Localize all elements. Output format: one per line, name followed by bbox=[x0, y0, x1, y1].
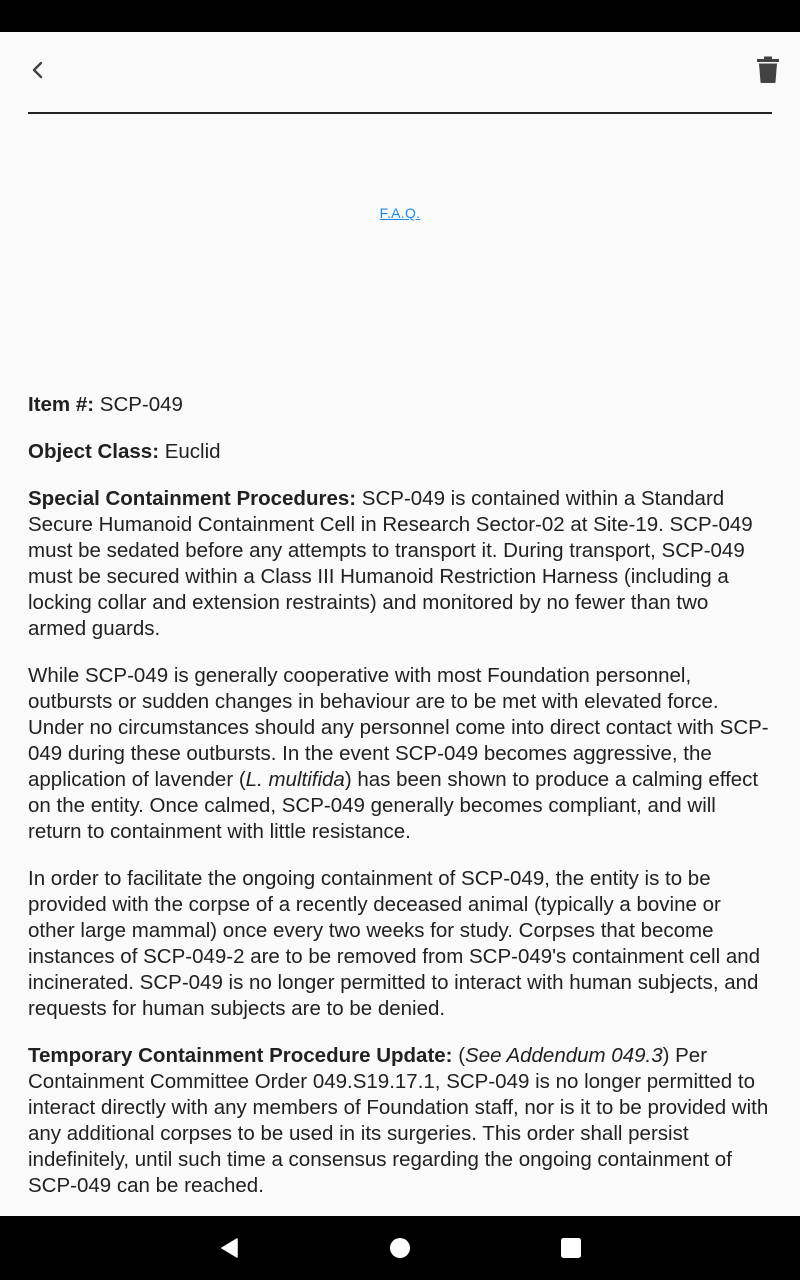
item-value: SCP-049 bbox=[94, 393, 183, 416]
item-label: Item #: bbox=[28, 393, 95, 416]
containment-procedures bbox=[28, 486, 772, 642]
article-content bbox=[28, 392, 772, 1220]
chevron-left-icon bbox=[26, 58, 50, 82]
app-bar bbox=[0, 32, 800, 112]
object-class bbox=[28, 439, 772, 465]
faq-link[interactable]: F.A.Q. bbox=[379, 205, 421, 221]
header-divider bbox=[28, 112, 772, 114]
paragraph-corpses: In order to facilitate the ongoing containment of SCP-049, the entity is to be provided with the corpse of a recently deceased animal (typically a bovine or other large mammal) once every two weeks for study. Corpses that become instances of SCP-049-2 are to be removed from SCP-049's containment cell and incinerated. SCP-049 is no longer permitted to interact with human subjects, and requests for human subjects are to be denied. bbox=[28, 867, 761, 1020]
p2-italic: L. multifida bbox=[245, 768, 345, 791]
trash-icon bbox=[755, 56, 781, 84]
back-button[interactable] bbox=[20, 52, 56, 88]
circle-home-icon bbox=[389, 1237, 411, 1259]
scp-text: SCP-049 is contained within a Standard Secure Humanoid Containment Cell in Research Sector-02 at Site-19. SCP-049 must be sedated before any attempts to transport it. During transport, SCP-049 must be secured within a Class III Humanoid Restriction Harness (including a locking collar and extension restraints) and monitored by no fewer than two armed guards. bbox=[28, 487, 753, 640]
tcp-label: Temporary Containment Procedure Update: bbox=[28, 1044, 453, 1067]
triangle-back-icon bbox=[218, 1236, 240, 1260]
nav-recents-button[interactable] bbox=[551, 1228, 591, 1268]
paragraph-lavender bbox=[28, 663, 772, 845]
navigation-bar bbox=[0, 1216, 800, 1280]
scp-label: Special Containment Procedures: bbox=[28, 487, 357, 510]
temporary-procedure-update bbox=[28, 1043, 772, 1199]
item-number bbox=[28, 392, 772, 418]
delete-button[interactable] bbox=[748, 50, 788, 90]
addendum-reference: See Addendum 049.3 bbox=[465, 1044, 663, 1067]
nav-back-button[interactable] bbox=[209, 1228, 249, 1268]
status-bar bbox=[0, 0, 800, 32]
nav-home-button[interactable] bbox=[380, 1228, 420, 1268]
class-label: Object Class: bbox=[28, 440, 160, 463]
class-value: Euclid bbox=[159, 440, 221, 463]
square-recents-icon bbox=[560, 1237, 582, 1259]
p2-text-before: While SCP-049 is generally cooperative with most Foundation personnel, outbursts or sudden changes in behaviour are to be met with elevated force. Under no circumstances should any personnel come into direct contact with SCP-049 during these outbursts. In the event SCP-049 becomes aggressive, the application of lavender ( bbox=[28, 664, 769, 791]
p2-text-after: ) has been shown to produce a calming effect on the entity. Once calmed, SCP-049 generally becomes compliant, and will return to containment with little resistance. bbox=[28, 768, 759, 843]
tcp-text: ) Per Containment Committee Order 049.S19.17.1, SCP-049 is no longer permitted to interact directly with any members of Foundation staff, nor is it to be provided with any additional corpses to be used in its surgeries. This order shall persist indefinitely, until such time a consensus regarding the ongoing containment of SCP-049 can be reached. bbox=[28, 1044, 769, 1197]
tcp-open: ( bbox=[452, 1044, 466, 1067]
